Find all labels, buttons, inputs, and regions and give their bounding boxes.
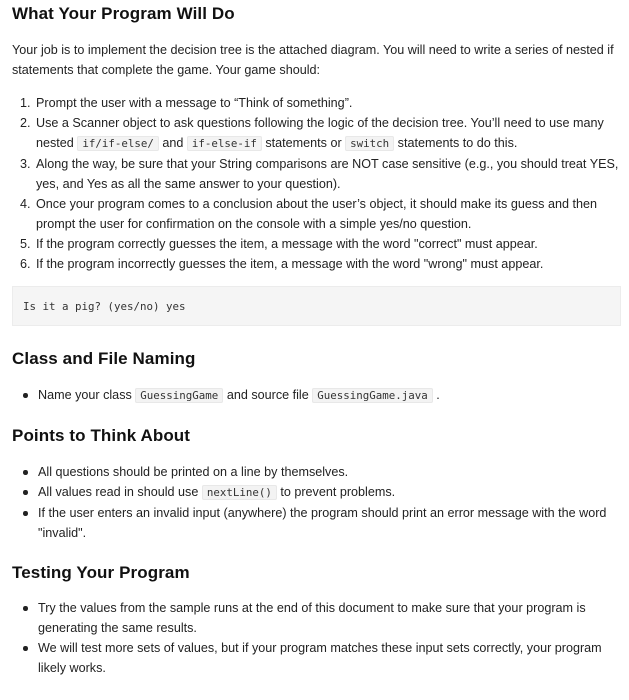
inline-code: if/if-else/ <box>77 136 159 151</box>
requirements-list <box>12 93 621 274</box>
list-item: All questions should be printed on a line by themselves. <box>12 462 621 482</box>
intro-paragraph: Your job is to implement the decision tree is the attached diagram. You will need to write a series of nested if statements that complete the game. Your game should: <box>12 43 614 77</box>
list-item: 6. If the program incorrectly guesses the item, a message with the word "wrong" must appear. <box>20 257 544 271</box>
heading-points-to-think-about: Points to Think About <box>12 426 191 445</box>
heading-what-your-program-will-do: What Your Program Will Do <box>12 4 235 23</box>
heading-class-and-file-naming: Class and File Naming <box>12 349 196 368</box>
list-item: If the user enters an invalid input (anywhere) the program should print an error message with the word "invalid". <box>12 503 621 543</box>
list-item: We will test more sets of values, but if your program matches these input sets correctly, your program likely works. <box>12 638 621 678</box>
sample-output-codeblock: Is it a pig? (yes/no) yes <box>12 286 621 326</box>
inline-code: nextLine() <box>202 485 277 500</box>
list-item: 2. Use a Scanner object to ask questions following the logic of the decision tree. You’ll need to use many nested if/if-else/ and if-else-if statements or switch statements to do this. <box>20 116 604 150</box>
inline-code: GuessingGame.java <box>312 388 433 403</box>
list-item: Name your class GuessingGame and source file GuessingGame.java . <box>12 385 621 406</box>
list-item: All values read in should use nextLine() to prevent problems. <box>12 482 621 503</box>
inline-code: GuessingGame <box>135 388 223 403</box>
list-item: 5. If the program correctly guesses the item, a message with the word "correct" must appear. <box>20 237 538 251</box>
points-list <box>12 462 621 543</box>
list-item: 4. Once your program comes to a conclusion about the user’s object, it should make its guess and then prompt the user for confirmation on the console with a simple yes/no question. <box>20 197 597 231</box>
list-item: 1. Prompt the user with a message to “Think of something”. <box>20 96 353 110</box>
inline-code: switch <box>345 136 394 151</box>
testing-list <box>12 598 621 678</box>
heading-testing-your-program: Testing Your Program <box>12 563 190 582</box>
inline-code: if-else-if <box>187 136 262 151</box>
list-item: 3. Along the way, be sure that your String comparisons are NOT case sensitive (e.g., you should treat YES, yes, and Yes as all the same answer to your question). <box>20 157 619 191</box>
naming-list <box>12 385 621 406</box>
list-item: Try the values from the sample runs at the end of this document to make sure that your program is generating the same results. <box>12 598 621 638</box>
